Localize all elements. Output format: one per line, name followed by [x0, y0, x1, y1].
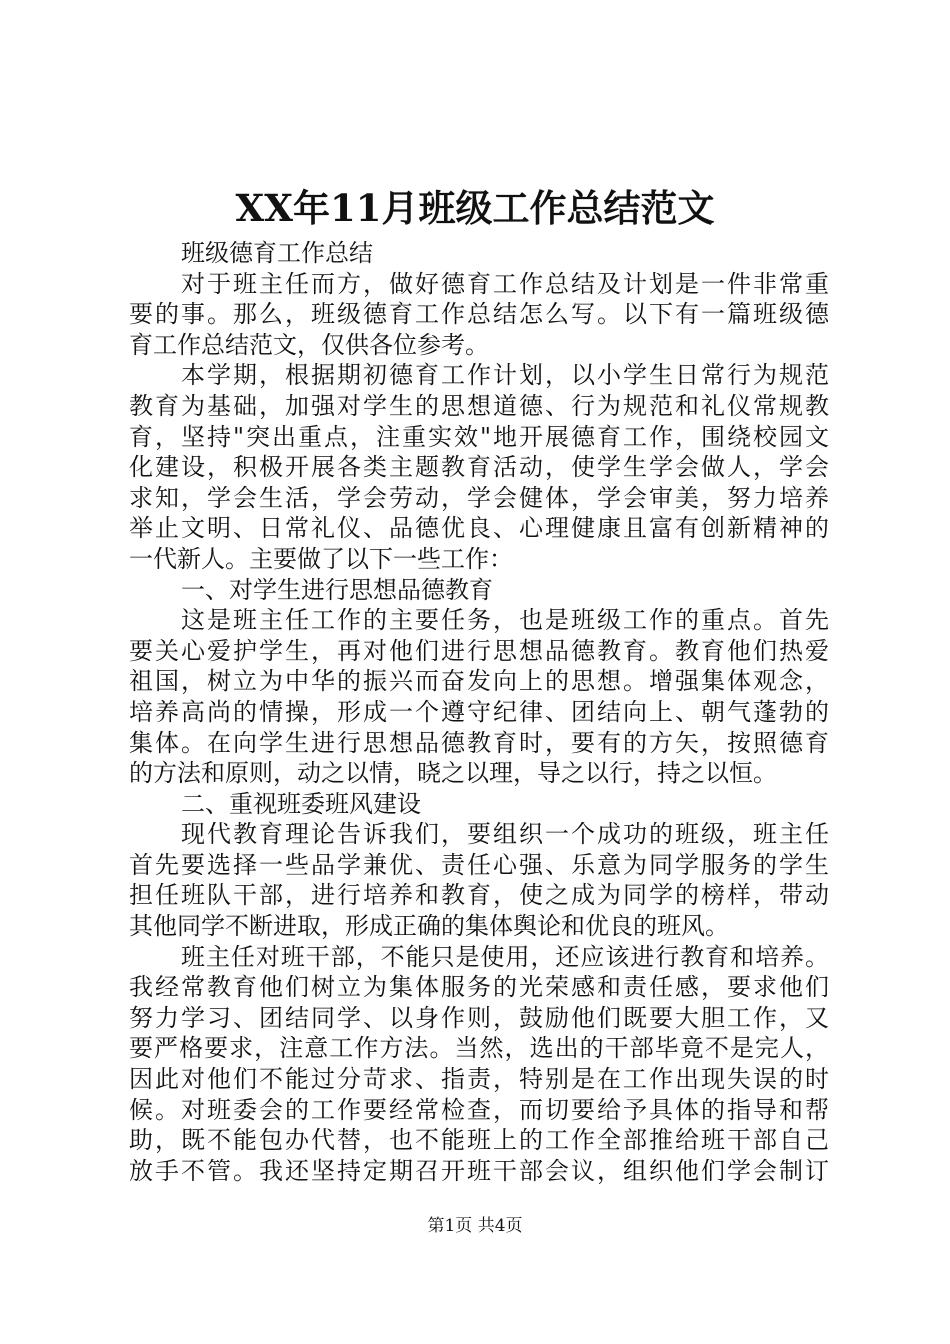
- paragraph-line: 祖国，树立为中华的振兴而奋发向上的思想。增强集体观念，: [129, 667, 829, 696]
- paragraph-line: 培养高尚的情操，形成一个遵守纪律、团结向上、朝气蓬勃的: [129, 697, 829, 726]
- paragraph-line: 本学期，根据期初德育工作计划，以小学生日常行为规范: [181, 361, 829, 390]
- paragraph-line: 担任班队干部，进行培养和教育，使之成为同学的榜样，带动: [129, 881, 829, 910]
- paragraph-line: 助，既不能包办代替，也不能班上的工作全部推给班干部自己: [129, 1126, 829, 1155]
- section-subtitle: 班级德育工作总结: [181, 239, 373, 267]
- paragraph-line: 放手不管。我还坚持定期召开班干部会议，组织他们学会制订: [129, 1156, 829, 1185]
- paragraph-line: 班主任对班干部，不能只是使用，还应该进行教育和培养。: [181, 942, 829, 971]
- paragraph-line: 要的事。那么，班级德育工作总结怎么写。以下有一篇班级德: [129, 300, 829, 329]
- paragraph-line: 一代新人。主要做了以下一些工作：: [129, 544, 513, 573]
- document-title: XX年11月班级工作总结范文: [235, 186, 715, 230]
- paragraph-line: 现代教育理论告诉我们，要组织一个成功的班级，班主任: [181, 820, 829, 849]
- paragraph-line: 要严格要求，注意工作方法。当然，选出的干部毕竟不是完人，: [129, 1034, 829, 1063]
- paragraph-line: 求知，学会生活，学会劳动，学会健体，学会审美，努力培养: [129, 483, 829, 512]
- page-number-footer: 第1页 共4页: [427, 1216, 523, 1236]
- paragraph-line: 其他同学不断进取，形成正确的集体舆论和优良的班风。: [129, 912, 729, 941]
- paragraph-line: 我经常教育他们树立为集体服务的光荣感和责任感，要求他们: [129, 973, 829, 1002]
- paragraph-line: 化建设，积极开展各类主题教育活动，使学生学会做人，学会: [129, 453, 829, 482]
- paragraph-line: 努力学习、团结同学、以身作则，鼓励他们既要大胆工作，又: [129, 1003, 829, 1032]
- paragraph-line: 要关心爱护学生，再对他们进行思想品德教育。教育他们热爱: [129, 636, 829, 665]
- paragraph-line: 集体。在向学生进行思想品德教育时，要有的方矢，按照德育: [129, 728, 829, 757]
- paragraph-line: 的方法和原则，动之以情，晓之以理，导之以行，持之以恒。: [129, 759, 777, 788]
- paragraph-line: 育工作总结范文，仅供各位参考。: [129, 330, 489, 359]
- paragraph-line: 对于班主任而方，做好德育工作总结及计划是一件非常重: [181, 269, 829, 298]
- paragraph-line: 育，坚持"突出重点，注重实效"地开展德育工作，围绕校园文: [129, 422, 829, 451]
- paragraph-line: 教育为基础，加强对学生的思想道德、行为规范和礼仪常规教: [129, 391, 829, 420]
- section-heading: 二、重视班委班风建设: [181, 789, 421, 818]
- paragraph-line: 因此对他们不能过分苛求、指责，特别是在工作出现失误的时: [129, 1065, 829, 1094]
- document-body: [129, 238, 829, 1186]
- paragraph-line: 首先要选择一些品学兼优、责任心强、乐意为同学服务的学生: [129, 850, 829, 879]
- paragraph-line: 候。对班委会的工作要经常检查，而切要给予具体的指导和帮: [129, 1095, 829, 1124]
- paragraph-line: 这是班主任工作的主要任务，也是班级工作的重点。首先: [181, 606, 829, 635]
- paragraph-line: 举止文明、日常礼仪、品德优良、心理健康且富有创新精神的: [129, 514, 829, 543]
- section-heading: 一、对学生进行思想品德教育: [181, 575, 493, 604]
